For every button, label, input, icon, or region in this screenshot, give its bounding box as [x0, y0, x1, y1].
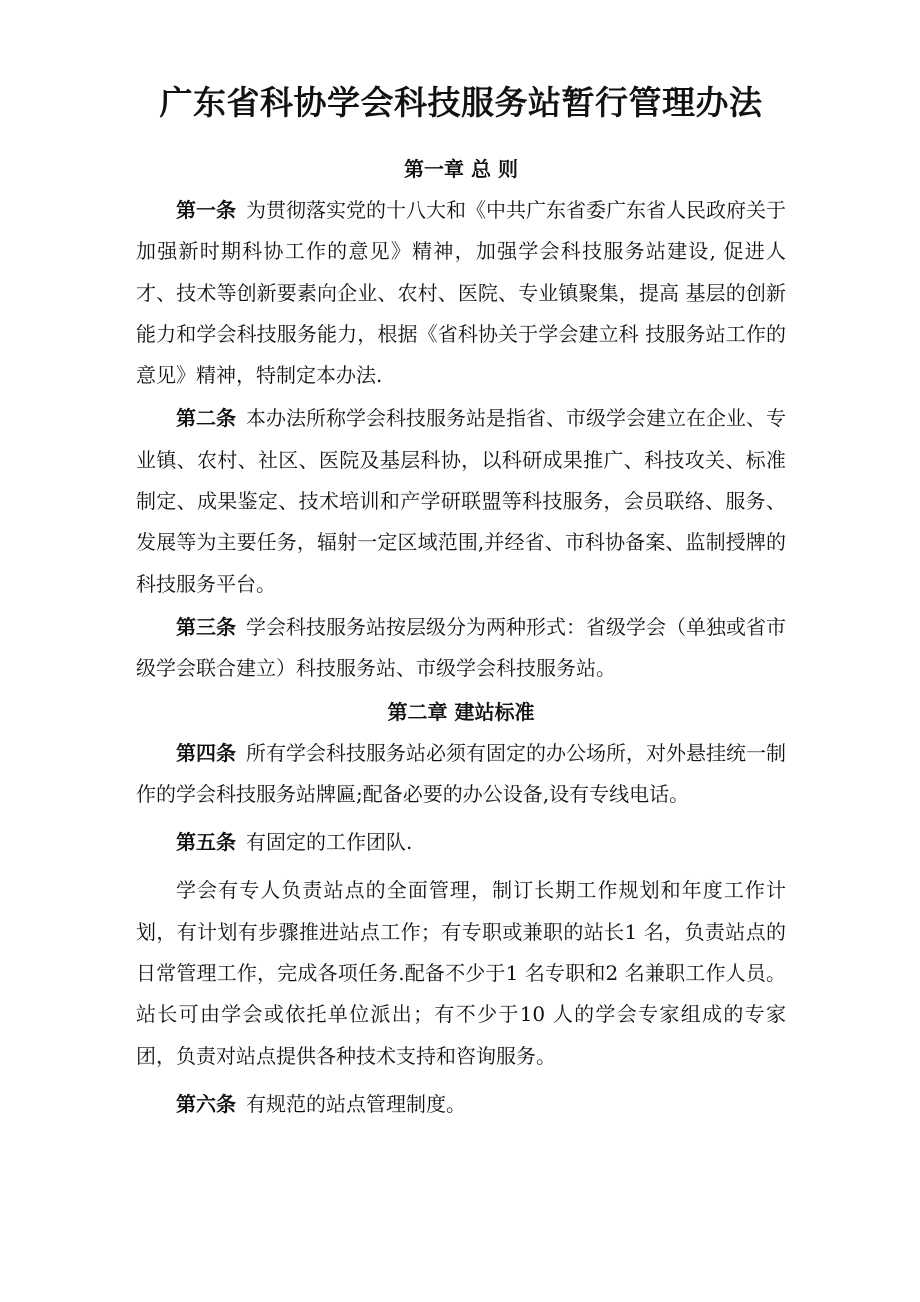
article-2: [136, 398, 786, 604]
article-1-text: 为贯彻落实党的十八大和《中共广东省委广东省人民政府关于加强新时期科协工作的意见》精神，加强学会科技服务站建设, 促进人才、技术等创新要素向企业、农村、医院、专业镇聚集，提高 基层的创新能力和学会科技服务能力，根据《省科协关于学会建立科 技服务站工作的意见》精神，特制定本办法.: [136, 198, 786, 388]
article-2-text: 本办法所称学会科技服务站是指省、市级学会建立在企业、专业镇、农村、社区、医院及基层科协，以科研成果推广、科技攻关、标准制定、成果鉴定、技术培训和产学研联盟等科技服务，会员联络、服务、发展等为主要任务，辐射一定区域范围,并经省、市科协备案、监制授牌的科技服务平台。: [136, 406, 786, 596]
document-page: [136, 78, 786, 1125]
article-4: [136, 733, 786, 816]
article-3-label: 第三条: [176, 614, 236, 639]
article-3-text: 学会科技服务站按层级分为两种形式：省级学会（单独或省市级学会联合建立）科技服务站、市级学会科技服务站。: [136, 614, 786, 681]
chapter-2-heading: 第二章 建站标准: [387, 699, 535, 724]
article-5-label: 第五条: [176, 830, 236, 855]
article-5-text: 有固定的工作团队.: [246, 830, 413, 855]
article-4-text: 所有学会科技服务站必须有固定的办公场所，对外悬挂统一制作的学会科技服务站牌匾;配备必要的办公设备,设有专线电话。: [136, 740, 786, 806]
article-3: [136, 607, 786, 690]
article-5: [136, 822, 786, 863]
article-1-label: 第一条: [176, 198, 236, 222]
article-6-label: 第六条: [176, 1091, 236, 1116]
article-1: [136, 190, 786, 396]
document-title: 广东省科协学会科技服务站暂行管理办法: [159, 83, 763, 122]
article-6: [136, 1084, 786, 1125]
article-5-detail: 学会有专人负责站点的全面管理，制订长期工作规划和年度工作计划，有计划有步骤推进站点工作；有专职或兼职的站长1 名，负责站点的日常管理工作，完成各项任务.配备不少于1 名专职和2 名兼职工作人员。站长可由学会或依托单位派出；有不少于10 人的学会专家组成的专家团，负责对站点提供各种技术支持和咨询服务。: [136, 878, 786, 1068]
chapter-1-heading: 第一章 总 则: [404, 157, 518, 181]
article-6-text: 有规范的站点管理制度。: [246, 1091, 466, 1116]
article-2-label: 第二条: [176, 406, 236, 431]
article-4-label: 第四条: [176, 740, 236, 765]
